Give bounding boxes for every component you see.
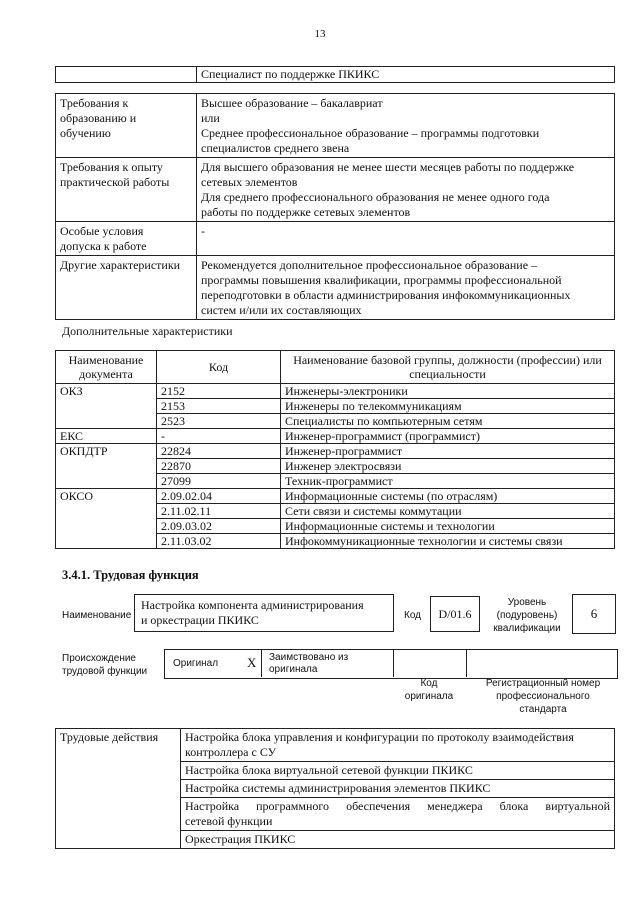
divider — [261, 649, 262, 677]
borrowed-line: Заимствовано из — [269, 652, 349, 663]
level-value-box: 6 — [572, 594, 616, 634]
column-header: Наименование базовой группы, должности (профессии) или специальности — [281, 351, 615, 384]
requirement-label — [56, 158, 197, 222]
actions-table — [55, 728, 615, 849]
label-line: Требования к — [60, 96, 129, 110]
requirements-table — [55, 93, 615, 320]
doc-cell: ОКЗ — [56, 384, 157, 429]
requirement-value — [197, 94, 615, 158]
name-cell: Сети связи и системы коммутации — [281, 504, 615, 519]
divider — [466, 649, 467, 677]
name-cell: Специалисты по компьютерным сетям — [281, 414, 615, 429]
column-header: Код — [157, 351, 281, 384]
doc-cell: ОКПДТР — [56, 444, 157, 489]
actions-label: Трудовые действия — [56, 729, 181, 849]
function-name-line: Настройка компонента администрирования — [141, 598, 364, 612]
table-row — [56, 222, 615, 256]
code-cell: 22824 — [157, 444, 281, 459]
value-line: Среднее профессиональное образование – программы подготовки — [201, 126, 540, 140]
doc-cell: ЕКС — [56, 429, 157, 444]
requirement-value — [197, 158, 615, 222]
requirement-label — [56, 222, 197, 256]
table-row — [56, 444, 615, 459]
caption-line: профессионального — [496, 691, 590, 702]
name-cell: Инфокоммуникационные технологии и системы связи — [281, 534, 615, 549]
value-line: - — [201, 224, 205, 238]
divider — [393, 649, 394, 677]
code-cell: 2153 — [157, 399, 281, 414]
header-row — [56, 351, 615, 384]
code-cell: 2.09.02.04 — [157, 489, 281, 504]
level-label-line: (подуровень) — [496, 610, 558, 621]
code-cell: 22870 — [157, 459, 281, 474]
code-cell: - — [157, 429, 281, 444]
action-cell — [181, 798, 615, 831]
code-cell: 2.09.03.02 — [157, 519, 281, 534]
origin-box — [164, 649, 618, 679]
table-row — [56, 729, 615, 762]
code-cell: 2.11.03.02 — [157, 534, 281, 549]
page-number: 13 — [314, 28, 326, 40]
table-row — [56, 489, 615, 504]
origin-label-line: трудовой функции — [62, 666, 148, 677]
caption-line: Регистрационный номер — [485, 678, 601, 689]
code-cell: 2.11.02.11 — [157, 504, 281, 519]
value-line: переподготовки в области администрирования инфокоммуникационных — [201, 288, 571, 302]
requirement-label — [56, 256, 197, 320]
value-line: Высшее образование – бакалавриат — [201, 96, 383, 110]
value-line: работы по поддержке сетевых элементов — [201, 205, 411, 219]
label-line: Требования к опыту — [60, 160, 163, 174]
title-empty-cell — [56, 67, 197, 83]
level-label-line: квалификации — [493, 623, 561, 634]
action-line: контроллера с СУ — [185, 745, 277, 759]
table-row — [56, 94, 615, 158]
action-line: Настройка программного обеспечения менеджера блока виртуальной — [185, 799, 610, 813]
name-cell: Инженеры-электроники — [281, 384, 615, 399]
name-cell: Инженер электросвязи — [281, 459, 615, 474]
code-label: Код — [404, 610, 422, 621]
label-line: практической работы — [60, 175, 170, 189]
origin-label-line: Происхождение — [62, 653, 136, 664]
original-mark: X — [247, 655, 257, 670]
table-row — [56, 158, 615, 222]
table-row — [56, 384, 615, 399]
value-line: или — [201, 111, 220, 125]
level-label-line: Уровень — [507, 597, 547, 608]
code-cell: 27099 — [157, 474, 281, 489]
action-cell: Настройка системы администрирования элементов ПКИКС — [181, 780, 615, 798]
borrowed-label — [269, 652, 348, 676]
label-line: обучению — [60, 126, 111, 140]
column-header: Наименование документа — [56, 351, 157, 384]
title-cell: Специалист по поддержке ПКИКС — [197, 67, 615, 83]
action-line: Настройка блока управления и конфигурации по протоколу взаимодействия — [185, 730, 574, 744]
additional-title: Дополнительные характеристики — [62, 324, 233, 338]
action-cell: Оркестрация ПКИКС — [181, 831, 615, 849]
additional-table — [55, 350, 615, 549]
level-label — [490, 596, 564, 635]
requirement-label — [56, 94, 197, 158]
caption-line: стандарта — [519, 704, 567, 715]
name-cell: Инженер-программист — [281, 444, 615, 459]
origin-label — [62, 652, 147, 678]
registration-caption — [470, 677, 616, 716]
value-line: Рекомендуется дополнительное профессиональное образование – — [201, 258, 538, 272]
name-cell: Информационные системы и технологии — [281, 519, 615, 534]
caption-line: Код — [420, 678, 438, 689]
name-cell: Информационные системы (по отраслям) — [281, 489, 615, 504]
value-line: сетевых элементов — [201, 175, 298, 189]
function-name-label: Наименование — [62, 610, 132, 621]
label-line: образованию и — [60, 111, 137, 125]
name-cell: Техник-программист — [281, 474, 615, 489]
value-line: специалистов среднего звена — [201, 141, 350, 155]
borrowed-line: оригинала — [269, 664, 318, 675]
requirement-value — [197, 222, 615, 256]
label-line: Особые условия — [60, 224, 144, 238]
code-cell: 2152 — [157, 384, 281, 399]
value-line: систем и/или их составляющих — [201, 303, 362, 317]
label-line: допуска к работе — [60, 239, 147, 253]
value-line: программы повышения квалификации, программы профессиональной — [201, 273, 562, 287]
name-cell: Инженеры по телекоммуникациям — [281, 399, 615, 414]
table-row — [56, 429, 615, 444]
function-name-line: и оркестрации ПКИКС — [141, 613, 259, 627]
doc-cell: ОКСО — [56, 489, 157, 549]
action-cell — [181, 729, 615, 762]
label-line: Другие характеристики — [60, 258, 181, 272]
action-line: сетевой функции — [185, 814, 273, 828]
requirement-value — [197, 256, 615, 320]
function-heading: 3.4.1. Трудовая функция — [62, 568, 199, 582]
action-cell: Настройка блока виртуальной сетевой функции ПКИКС — [181, 762, 615, 780]
code-original-caption — [392, 677, 466, 703]
title-table — [55, 66, 615, 83]
name-cell: Инженер-программист (программист) — [281, 429, 615, 444]
value-line: Для среднего профессионального образования не менее одного года — [201, 190, 550, 204]
value-line: Для высшего образования не менее шести месяцев работы по поддержке — [201, 160, 575, 174]
caption-line: оригинала — [404, 691, 454, 702]
table-row — [56, 256, 615, 320]
code-cell: 2523 — [157, 414, 281, 429]
code-value-box: D/01.6 — [430, 596, 480, 632]
original-label: Оригинал — [173, 658, 219, 669]
function-name-box — [134, 594, 394, 632]
